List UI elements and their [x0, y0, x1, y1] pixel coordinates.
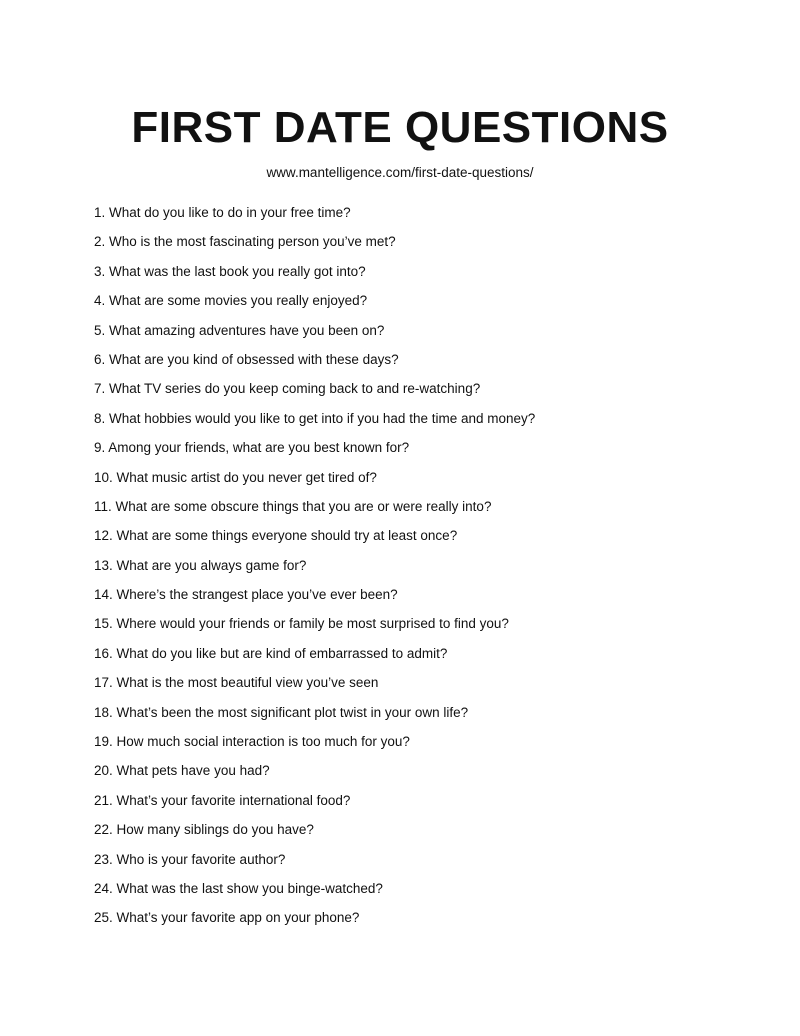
question-item: 4. What are some movies you really enjoyed?: [94, 293, 368, 309]
question-item: 8. What hobbies would you like to get into if you had the time and money?: [94, 410, 536, 426]
question-item: 15. Where would your friends or family be most surprised to find you?: [94, 616, 509, 632]
question-item: 2. Who is the most fascinating person you’ve met?: [94, 234, 396, 250]
question-item: 19. How much social interaction is too much for you?: [94, 734, 410, 750]
question-item: 17. What is the most beautiful view you’ve seen: [94, 675, 379, 691]
question-item: 1. What do you like to do in your free time?: [94, 205, 351, 220]
question-item: 25. What’s your favorite app on your phone?: [94, 910, 360, 926]
question-item: 21. What’s your favorite international food?: [94, 792, 351, 808]
question-item: 22. How many siblings do you have?: [94, 822, 314, 838]
question-item: 11. What are some obscure things that you are or were really into?: [94, 498, 492, 514]
source-url: www.mantelligence.com/first-date-questions/: [266, 165, 534, 180]
question-item: 12. What are some things everyone should try at least once?: [94, 528, 458, 544]
question-item: 3. What was the last book you really got into?: [94, 263, 366, 279]
question-item: 7. What TV series do you keep coming back to and re-watching?: [94, 381, 481, 397]
question-item: 6. What are you kind of obsessed with these days?: [94, 351, 399, 367]
question-item: 14. Where’s the strangest place you’ve ever been?: [94, 587, 398, 603]
question-item: 24. What was the last show you binge-watched?: [94, 880, 383, 896]
question-item: 10. What music artist do you never get tired of?: [94, 469, 377, 485]
page-title: FIRST DATE QUESTIONS: [131, 103, 669, 152]
question-item: 18. What’s been the most significant plot twist in your own life?: [94, 704, 469, 720]
question-list: [94, 203, 774, 938]
question-item: 20. What pets have you had?: [94, 763, 270, 779]
question-item: 13. What are you always game for?: [94, 557, 307, 573]
question-item: 23. Who is your favorite author?: [94, 851, 286, 867]
question-item: 9. Among your friends, what are you best known for?: [94, 440, 410, 456]
question-item: 5. What amazing adventures have you been on?: [94, 322, 385, 338]
question-item: 16. What do you like but are kind of embarrassed to admit?: [94, 645, 448, 661]
